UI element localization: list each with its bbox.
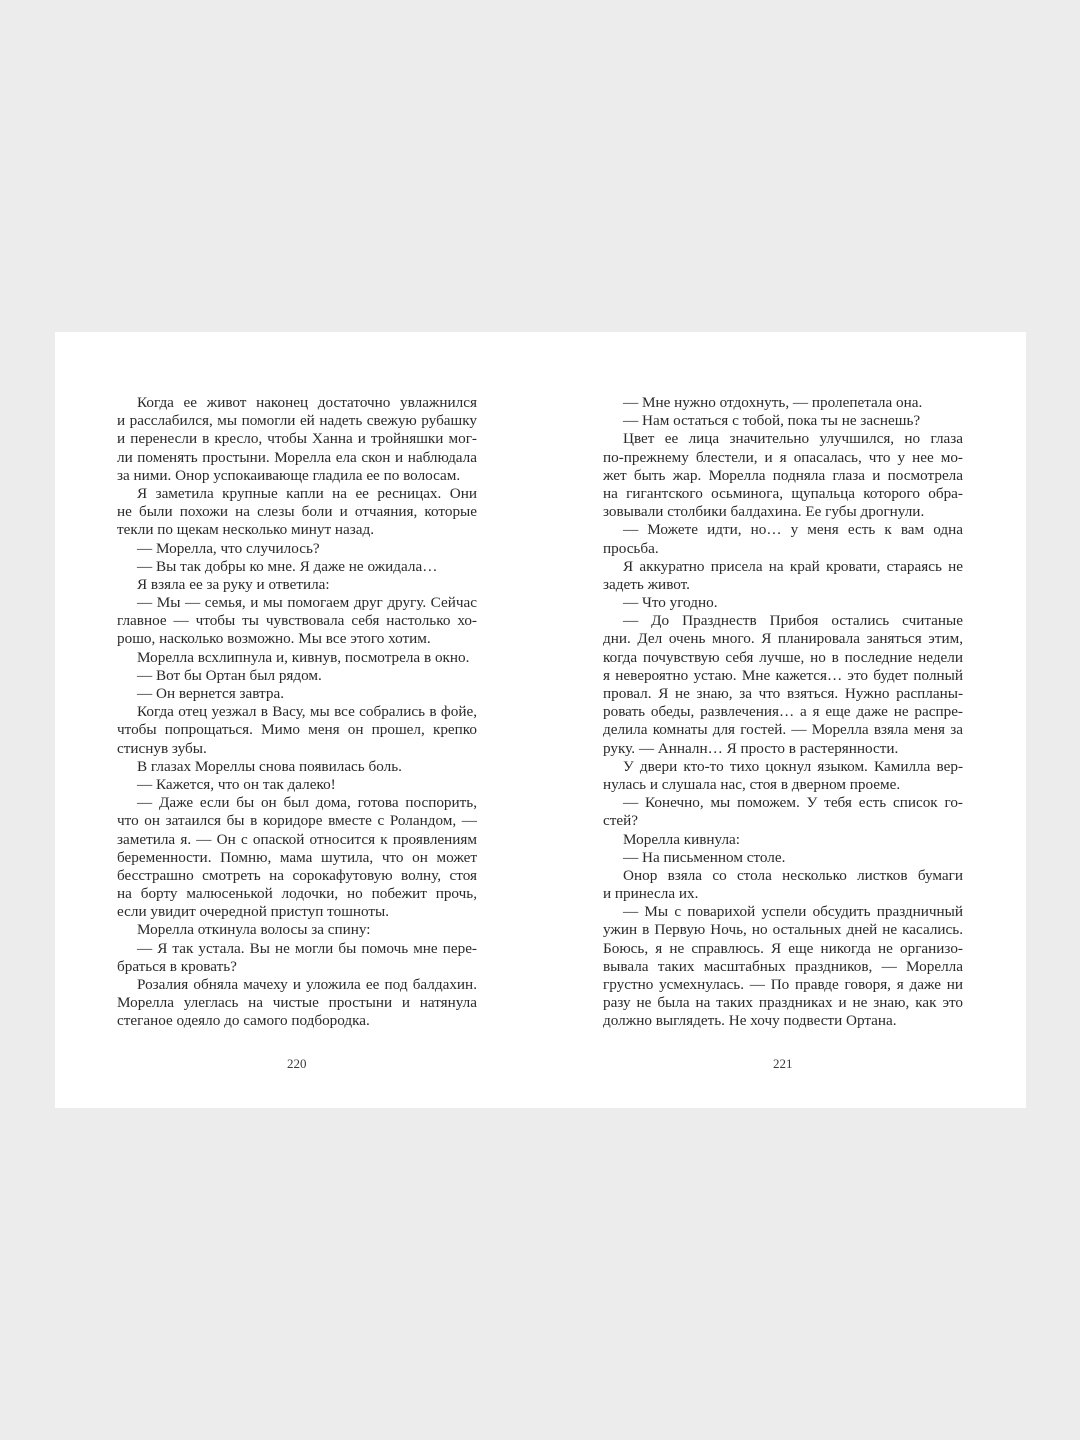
left-page-text-line: браться в кровать? xyxy=(117,957,237,975)
left-page-text-line: за ними. Онор успокаивающе гладила ее по волосам. xyxy=(117,466,461,484)
right-page-text-line: когда почувствую себя лучше, но в последние недели xyxy=(603,648,963,666)
right-page-text-line: Цвет ее лица значительно улучшился, но глаза xyxy=(623,430,963,448)
right-page-text-line: я невероятно устаю. Мне кажется… это будет полный xyxy=(603,666,963,684)
left-page-text-line: если увидит очередной приступ тошноты. xyxy=(117,903,390,921)
right-page-text-line: делила комнаты для гостей. — Морелла взяла меня за xyxy=(603,721,963,739)
left-page-text-line: — Кажется, что он так далеко! xyxy=(137,775,336,793)
right-page-text-line: Я аккуратно присела на край кровати, стараясь не xyxy=(623,557,963,575)
right-page-text-line: — Нам остаться с тобой, пока ты не заснешь? xyxy=(623,412,921,430)
right-page-text-line: — Мы с поварихой успели обсудить праздничный xyxy=(623,903,963,921)
right-page-text-line: задеть живот. xyxy=(603,575,690,593)
right-page-text-line: нулась и слушала нас, стоя в дверном проеме. xyxy=(603,775,901,793)
right-page-text-line: — До Празднеств Прибоя остались считаные xyxy=(623,612,963,630)
left-page-text-line: Морелла всхлипнула и, кивнув, посмотрела в окно. xyxy=(137,648,470,666)
left-page-text-line: бесстрашно смотреть на сорокафутовую волну, стоя xyxy=(117,866,477,884)
left-page-text-line: заметила я. — Он с опаской относится к проявлениям xyxy=(117,830,477,848)
left-page-text-line: и перенесли в кресло, чтобы Ханна и тройняшки мог- xyxy=(117,430,477,448)
left-page-text-line: текли по щекам несколько минут назад. xyxy=(117,521,375,539)
right-page-text xyxy=(603,394,963,1031)
right-page-text-line: просьба. xyxy=(603,539,659,557)
right-page-text-line: жет быть жар. Морелла подняла глаза и посмотрела xyxy=(603,466,963,484)
left-page-text-line: не были похожи на слезы боли и отчаяния, которые xyxy=(117,503,477,521)
left-page-text-line: рошо, насколько возможно. Мы все этого хотим. xyxy=(117,630,431,648)
left-page-text-line: — Вы так добры ко мне. Я даже не ожидала… xyxy=(137,557,438,575)
left-page-text-line: на борту малюсенькой лодочки, но побежит прочь, xyxy=(117,885,477,903)
left-page-text-line: Розалия обняла мачеху и уложила ее под балдахин. xyxy=(137,976,477,993)
left-page-text-line: — Он вернется завтра. xyxy=(137,685,284,702)
right-page-text-line: — На письменном столе. xyxy=(623,848,786,866)
left-page-text-line: чтобы попрощаться. Мимо меня он прошел, крепко xyxy=(117,721,477,739)
book-spread xyxy=(55,332,1026,1108)
right-page-text-line: грустно усмехнулась. — По правде говоря, я даже ни xyxy=(603,976,963,993)
left-page-text-line: — Мы — семья, и мы помогаем друг другу. Сейчас xyxy=(137,594,477,612)
right-page-text-line: должно выглядеть. Не хочу подвести Ортана. xyxy=(603,1012,897,1030)
left-page-text-line: Морелла откинула волосы за спину: xyxy=(137,921,371,939)
left-page-text-line: стиснув зубы. xyxy=(117,739,207,757)
right-page-number: 221 xyxy=(773,1056,793,1071)
left-page-text xyxy=(117,394,477,1031)
right-page-text-line: — Мне нужно отдохнуть, — пролепетала она. xyxy=(623,394,923,411)
right-page-text-line: Онор взяла со стола несколько листков бумаги xyxy=(623,866,963,884)
right-page-text-line: ровать обеды, развлечения… а я еще даже не распре- xyxy=(603,703,963,721)
left-page-text-line: ли поменять простыни. Морелла ела скон и наблюдала xyxy=(117,448,477,466)
left-page-text-line: — Даже если бы он был дома, готова поспорить, xyxy=(137,794,477,812)
right-page-text-line: — Конечно, мы поможем. У тебя есть список го- xyxy=(623,794,963,812)
left-page-text-line: Морелла улеглась на чистые простыни и натянула xyxy=(117,994,477,1012)
right-page-text-line: стей? xyxy=(603,812,638,830)
left-page-text-line: Я заметила крупные капли на ее ресницах. Они xyxy=(137,484,477,502)
right-page-text-line: — Что угодно. xyxy=(623,594,718,612)
left-page-text-line: что он затаился бы в коридоре вместе с Роландом, — xyxy=(117,812,477,830)
left-page-text-line: Когда отец уезжал в Васу, мы все собрались в фойе, xyxy=(137,703,477,721)
left-page-text-line: — Морелла, что случилось? xyxy=(137,539,320,557)
right-page-text-line: руку. — Анналн… Я просто в растерянности. xyxy=(603,739,899,757)
left-page-text-line: стеганое одеяло до самого подбородка. xyxy=(117,1012,370,1030)
left-page-text-line: — Я так устала. Вы не могли бы помочь мне пере- xyxy=(137,939,477,957)
right-page-text-line: Боюсь, я не справлюсь. Я еще никогда не организо- xyxy=(603,939,963,957)
left-page-number: 220 xyxy=(287,1056,307,1071)
left-page-text-line: — Вот бы Ортан был рядом. xyxy=(137,666,322,684)
right-page-text-line: по-прежнему блестели, и я опасалась, что у нее мо- xyxy=(603,448,963,466)
right-page-text-line: У двери кто-то тихо цокнул языком. Камилла вер- xyxy=(623,757,963,775)
left-page-text-line: В глазах Мореллы снова появилась боль. xyxy=(137,757,402,775)
right-page-text-line: разу не была на таких праздниках и не знаю, как это xyxy=(603,994,963,1012)
left-page-text-line: Когда ее живот наконец достаточно увлажнился xyxy=(137,394,477,411)
left-page-text-line: и расслабился, мы помогли ей надеть свежую рубашку xyxy=(117,412,477,430)
right-page-text-line: и принесла их. xyxy=(603,885,699,903)
right-page-text-line: провал. Я не знаю, за что взяться. Нужно распланы- xyxy=(603,685,963,702)
right-page-text-line: ужин в Первую Ночь, но остальных дней не касались. xyxy=(603,921,963,939)
right-page-text-line: на гигантского осьминога, щупальца которого обра- xyxy=(603,484,963,502)
left-page-text-line: Я взяла ее за руку и ответила: xyxy=(137,575,330,593)
left-page-text-line: беременности. Помню, мама шутила, что он может xyxy=(117,848,477,866)
right-page-text-line: вывала таких масштабных праздников, — Морелла xyxy=(603,957,963,975)
right-page-text-line: — Можете идти, но… у меня есть к вам одна xyxy=(623,521,963,539)
left-page-text-line: главное — чтобы ты чувствовала себя настолько хо- xyxy=(117,612,477,630)
right-page-text-line: Морелла кивнула: xyxy=(623,830,741,848)
right-page-text-line: зовывали столбики балдахина. Ее губы дрогнули. xyxy=(603,503,925,521)
right-page-text-line: дни. Дел очень много. Я планировала заняться этим, xyxy=(603,630,963,648)
